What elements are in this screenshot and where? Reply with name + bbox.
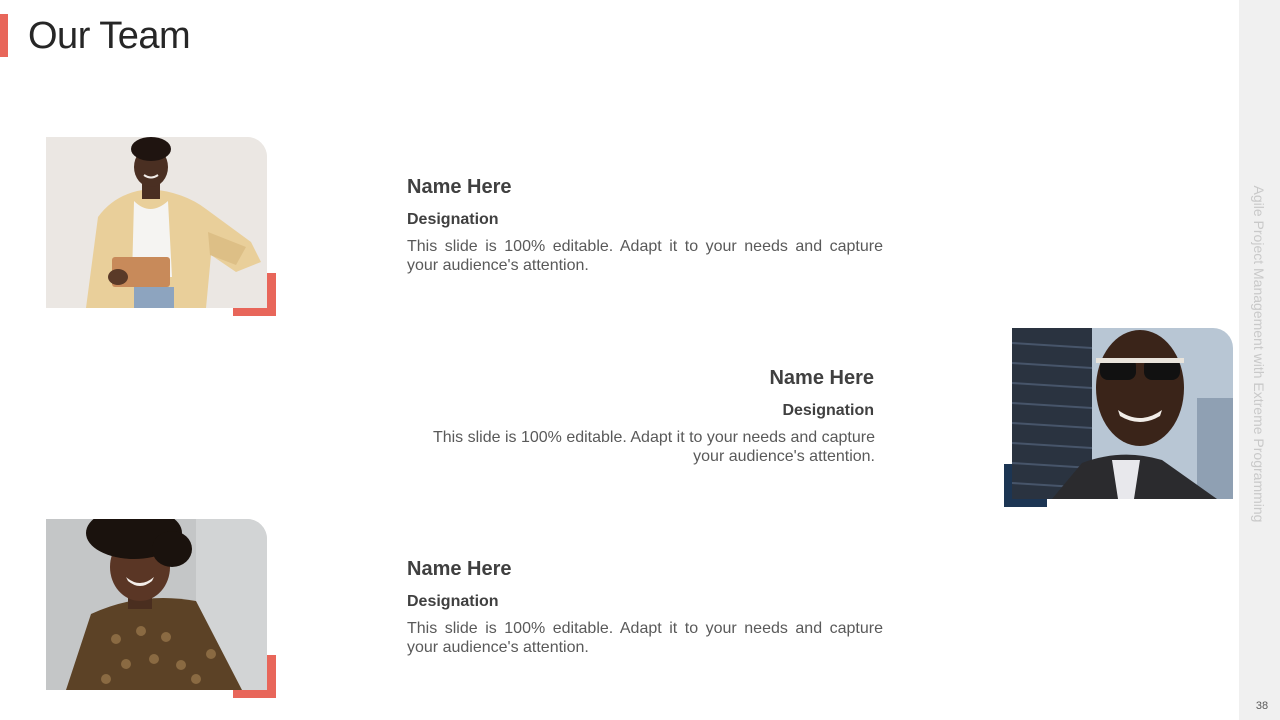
page-number: 38 [1255,700,1269,712]
member-name: Name Here [407,176,512,198]
member-description: This slide is 100% editable. Adapt it to your needs and capture your audience's attention. [407,620,883,656]
member-name: Name Here [769,367,874,389]
member-name: Name Here [407,558,512,580]
member-photo [46,137,267,308]
member-photo [1012,328,1233,499]
page-title: Our Team [28,15,191,57]
member-designation: Designation [782,402,874,419]
title-accent-bar [0,14,8,57]
member-description: This slide is 100% editable. Adapt it to your needs and capture your audience's attention. [432,429,875,465]
side-caption: Agile Project Management with Extreme Programming [1251,185,1267,523]
member-designation: Designation [407,593,499,610]
member-description: This slide is 100% editable. Adapt it to your needs and capture your audience's attention. [407,238,883,274]
member-designation: Designation [407,211,499,228]
member-photo [46,519,267,690]
